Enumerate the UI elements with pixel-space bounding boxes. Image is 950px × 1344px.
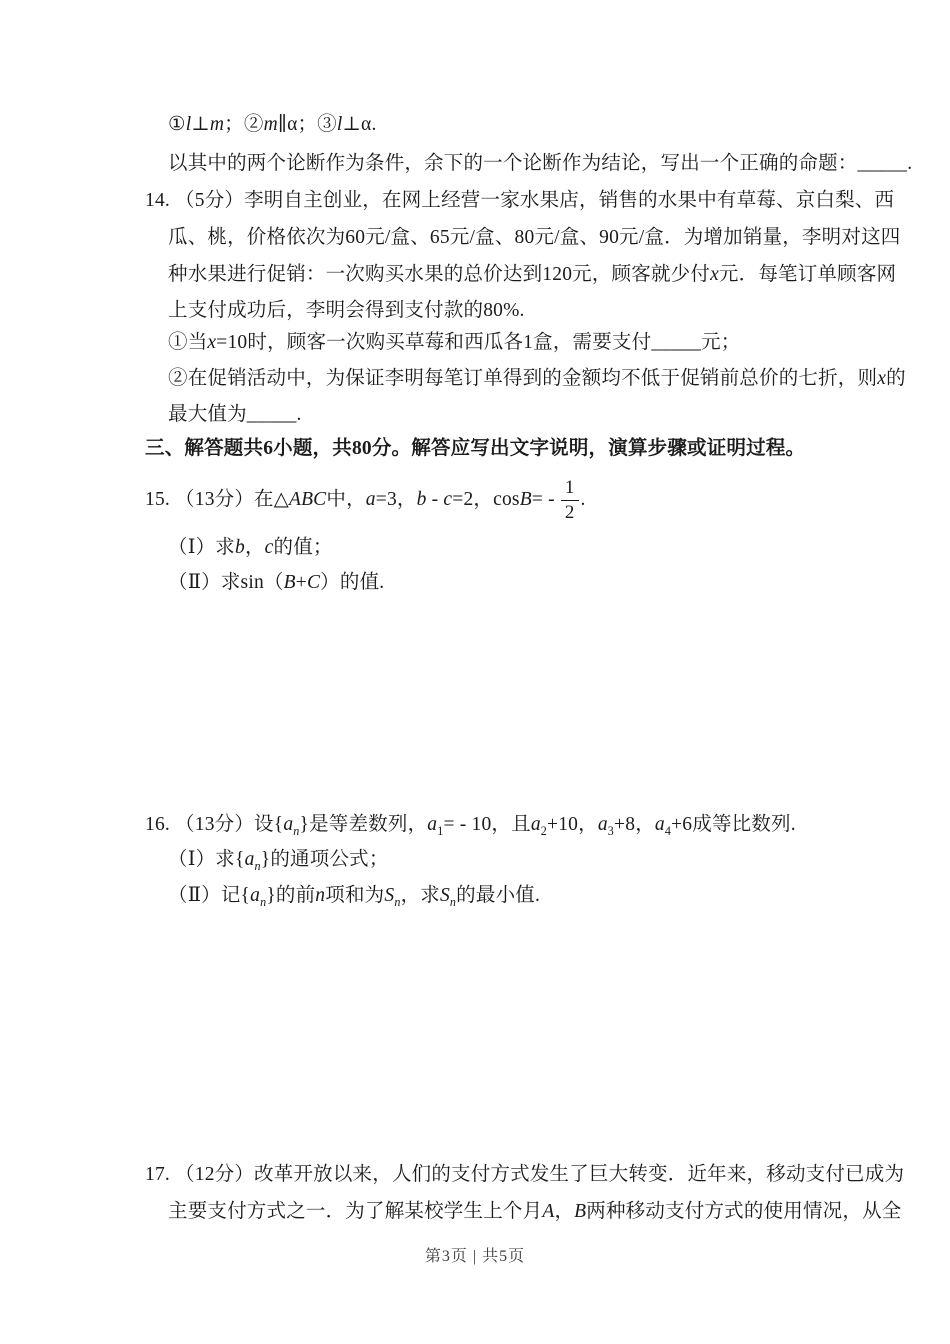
q17-line-1: 17. （12分）改革开放以来，人们的支付方式发生了巨大转变．近年来，移动支付已成为 [145,1164,905,1185]
q14-subquestion-2-line-1: ②在促销活动中，为保证李明每笔订单得到的金额均不低于促销前总价的七折，则x的 [168,368,906,389]
q14-subquestion-1: ①当x=10时，顾客一次购买草莓和西瓜各1盒，需要支付_____元； [168,332,741,353]
q15-statement-text: 15. （13分）在△ABC中，a=3，b - c=2，cosB= - [145,489,555,510]
q14-line-4: 上支付成功后，李明会得到支付款的80%. [168,300,525,321]
q13-conclusion-line: 以其中的两个论断作为条件，余下的一个论断作为结论，写出一个正确的命题：_____. [168,153,913,174]
section-3-heading: 三、解答题共6小题，共80分。解答应写出文字说明，演算步骤或证明过程。 [145,438,806,459]
page-number-footer: 第3页 | 共5页 [424,1248,526,1265]
q16-statement-line: 16. （13分）设$\{a_n\}$是等差数列，$a_1= - 10$，且$a_2+10$，$a_3+8$，$a_4+6$成等比数列. [145,814,796,838]
q15-fraction-denominator: 2 [564,501,575,523]
q15-statement-tail: . [580,489,586,510]
q14-subquestion-2-line-2: 最大值为_____. [168,404,302,425]
q15-statement-line [145,474,586,526]
q16-part-2: （Ⅱ）记$\{a_n\}$的前n项和为$S_n$，求$S_n$的最小值. [168,885,541,909]
q14-line-2: 瓜、桃，价格依次为60元/盒、65元/盒、80元/盒、90元/盒．为增加销量，李明对这四 [168,227,901,248]
q15-fraction [561,478,579,523]
q13-statements-line: ①l⊥m；②m∥α；③l⊥α. [168,114,377,135]
q15-part-1: （Ⅰ）求b，c的值； [168,537,333,558]
q14-line-1: 14. （5分）李明自主创业，在网上经营一家水果店，销售的水果中有草莓、京白梨、西 [145,190,895,211]
q17-line-2: 主要支付方式之一．为了解某校学生上个月A，B两种移动支付方式的使用情况，从全 [168,1201,902,1222]
q14-line-3: 种水果进行促销：一次购买水果的总价达到120元，顾客就少付x元．每笔订单顾客网 [168,264,897,285]
q15-part-2: （Ⅱ）求sin（B+C）的值. [168,572,385,593]
q16-part-1: （Ⅰ）求$\{a_n\}$的通项公式； [168,849,389,873]
q15-fraction-numerator: 1 [561,478,579,501]
